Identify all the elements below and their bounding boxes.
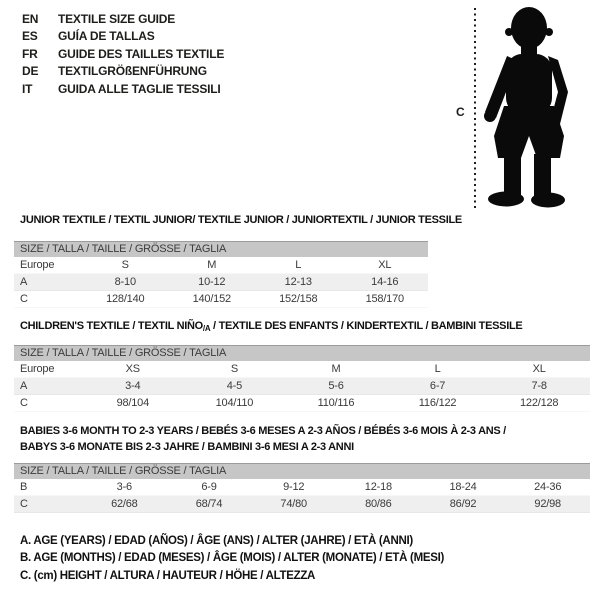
- table-cell: 6-7: [429, 380, 446, 392]
- table-cell: 4-5: [226, 380, 243, 392]
- children-title-main: CHILDREN'S TEXTILE / TEXTIL NIÑO: [20, 320, 203, 332]
- language-row: [22, 11, 224, 28]
- language-code: DE: [22, 64, 39, 79]
- table-cell: 3-6: [116, 481, 132, 493]
- language-row: [22, 46, 224, 63]
- language-text: GUÍA DE TALLAS: [58, 29, 155, 44]
- table-row: [14, 378, 590, 395]
- table-row: [14, 274, 428, 291]
- row-label: C: [20, 397, 28, 409]
- table-cell: 158/170: [365, 293, 404, 305]
- baby-silhouette-icon: [480, 6, 576, 210]
- language-code: ES: [22, 29, 38, 44]
- footnote-b: B. AGE (MONTHS) / EDAD (MESES) / ÂGE (MOIS) / ALTER (MONATE) / ETÀ (MESI): [20, 552, 445, 565]
- table-cell: 12-18: [364, 481, 392, 493]
- row-label: A: [20, 276, 28, 288]
- table-cell: XL: [378, 259, 392, 271]
- table-cell: 128/140: [106, 293, 145, 305]
- table-cell: 68/74: [195, 498, 223, 510]
- children-table-body: [14, 361, 590, 412]
- row-label: B: [20, 481, 28, 493]
- table-cell: 8-10: [114, 276, 136, 288]
- height-c-label: C: [456, 105, 465, 119]
- table-cell: 14-16: [371, 276, 399, 288]
- table-cell: 140/152: [192, 293, 231, 305]
- table-cell: 86/92: [449, 498, 477, 510]
- table-cell: 9-12: [283, 481, 305, 493]
- table-cell: 110/116: [317, 397, 355, 409]
- language-text: TEXTILE SIZE GUIDE: [58, 12, 176, 26]
- table-cell: 62/68: [111, 498, 138, 510]
- table-row: [14, 361, 590, 378]
- table-cell: 98/104: [116, 397, 150, 409]
- junior-size-table: [14, 241, 428, 308]
- language-row: [22, 81, 224, 98]
- table-cell: 12-13: [284, 276, 312, 288]
- language-row: [22, 63, 224, 80]
- language-text: GUIDE DES TAILLES TEXTILE: [58, 46, 225, 61]
- children-size-table: [14, 345, 590, 412]
- table-cell: 104/110: [215, 397, 254, 409]
- table-cell: 152/158: [279, 293, 318, 305]
- footnote-a: A. AGE (YEARS) / EDAD (AÑOS) / ÂGE (ANS) / ALTER (JAHRE) / ETÀ (ANNI): [20, 535, 413, 547]
- table-cell: 5-6: [328, 380, 344, 392]
- table-cell: 10-12: [198, 276, 226, 288]
- language-code: IT: [22, 81, 33, 96]
- table-cell: L: [295, 259, 302, 271]
- language-text: GUIDA ALLE TAGLIE TESSILI: [58, 81, 221, 96]
- table-cell: L: [434, 363, 441, 375]
- baby-figure-panel: [440, 0, 600, 220]
- children-section-title: [20, 320, 522, 333]
- babies-title-line1: BABIES 3-6 MONTH TO 2-3 YEARS / BEBÉS 3-6 MESES A 2-3 AÑOS / BÉBÉS 3-6 MOIS À 2-3 ANS /: [20, 425, 506, 437]
- table-cell: S: [230, 363, 238, 375]
- row-label: Europe: [20, 259, 55, 271]
- children-title-rest: / TEXTILE DES ENFANTS / KINDERTEXTIL / BAMBINI TESSILE: [210, 320, 523, 332]
- row-label: C: [20, 498, 28, 510]
- table-cell: 24-36: [534, 481, 562, 493]
- size-header-bar: SIZE / TALLA / TAILLE / GRÖSSE / TAGLIA: [14, 345, 590, 361]
- footnotes-legend: [20, 533, 444, 585]
- babies-size-table: [14, 463, 590, 513]
- junior-table-body: [14, 257, 428, 308]
- height-measure-dotted-line: [474, 8, 476, 208]
- language-code: EN: [22, 12, 39, 26]
- table-cell: 3-4: [125, 380, 141, 392]
- language-text: TEXTILGRÖßENFÜHRUNG: [58, 64, 207, 79]
- language-row: [22, 28, 224, 45]
- table-cell: 18-24: [449, 481, 477, 493]
- table-cell: 7-8: [531, 380, 547, 392]
- table-row: [14, 291, 428, 308]
- children-title-subscript: /A: [202, 324, 211, 333]
- table-cell: 74/80: [280, 498, 307, 510]
- table-cell: XS: [125, 363, 140, 375]
- table-row: [14, 257, 428, 274]
- table-cell: M: [207, 259, 217, 271]
- babies-table-body: [14, 479, 590, 513]
- table-cell: 122/128: [519, 397, 559, 409]
- table-cell: 92/98: [534, 498, 561, 510]
- table-row: [14, 395, 590, 412]
- table-cell: 6-9: [201, 481, 217, 493]
- table-cell: XL: [532, 363, 546, 375]
- language-list: [22, 11, 224, 98]
- row-label: C: [20, 293, 28, 305]
- size-header-bar: SIZE / TALLA / TAILLE / GRÖSSE / TAGLIA: [14, 241, 428, 257]
- junior-section-title: JUNIOR TEXTILE / TEXTIL JUNIOR/ TEXTILE JUNIOR / JUNIORTEXTIL / JUNIOR TESSILE: [20, 214, 462, 226]
- table-cell: S: [121, 259, 129, 271]
- row-label: A: [20, 380, 28, 392]
- table-row: [14, 496, 590, 513]
- row-label: Europe: [20, 363, 55, 375]
- size-header-bar: SIZE / TALLA / TAILLE / GRÖSSE / TAGLIA: [14, 463, 590, 479]
- table-row: [14, 479, 590, 496]
- language-code: FR: [22, 46, 38, 61]
- table-cell: M: [331, 363, 341, 375]
- table-cell: 80/86: [365, 498, 392, 510]
- footnote-c: C. (cm) HEIGHT / ALTURA / HAUTEUR / HÖHE / ALTEZZA: [20, 569, 316, 582]
- babies-section-title: [20, 424, 506, 455]
- table-cell: 116/122: [418, 397, 457, 409]
- babies-title-line2: BABYS 3-6 MONATE BIS 2-3 JAHRE / BAMBINI 3-6 MESI A 2-3 ANNI: [20, 440, 354, 453]
